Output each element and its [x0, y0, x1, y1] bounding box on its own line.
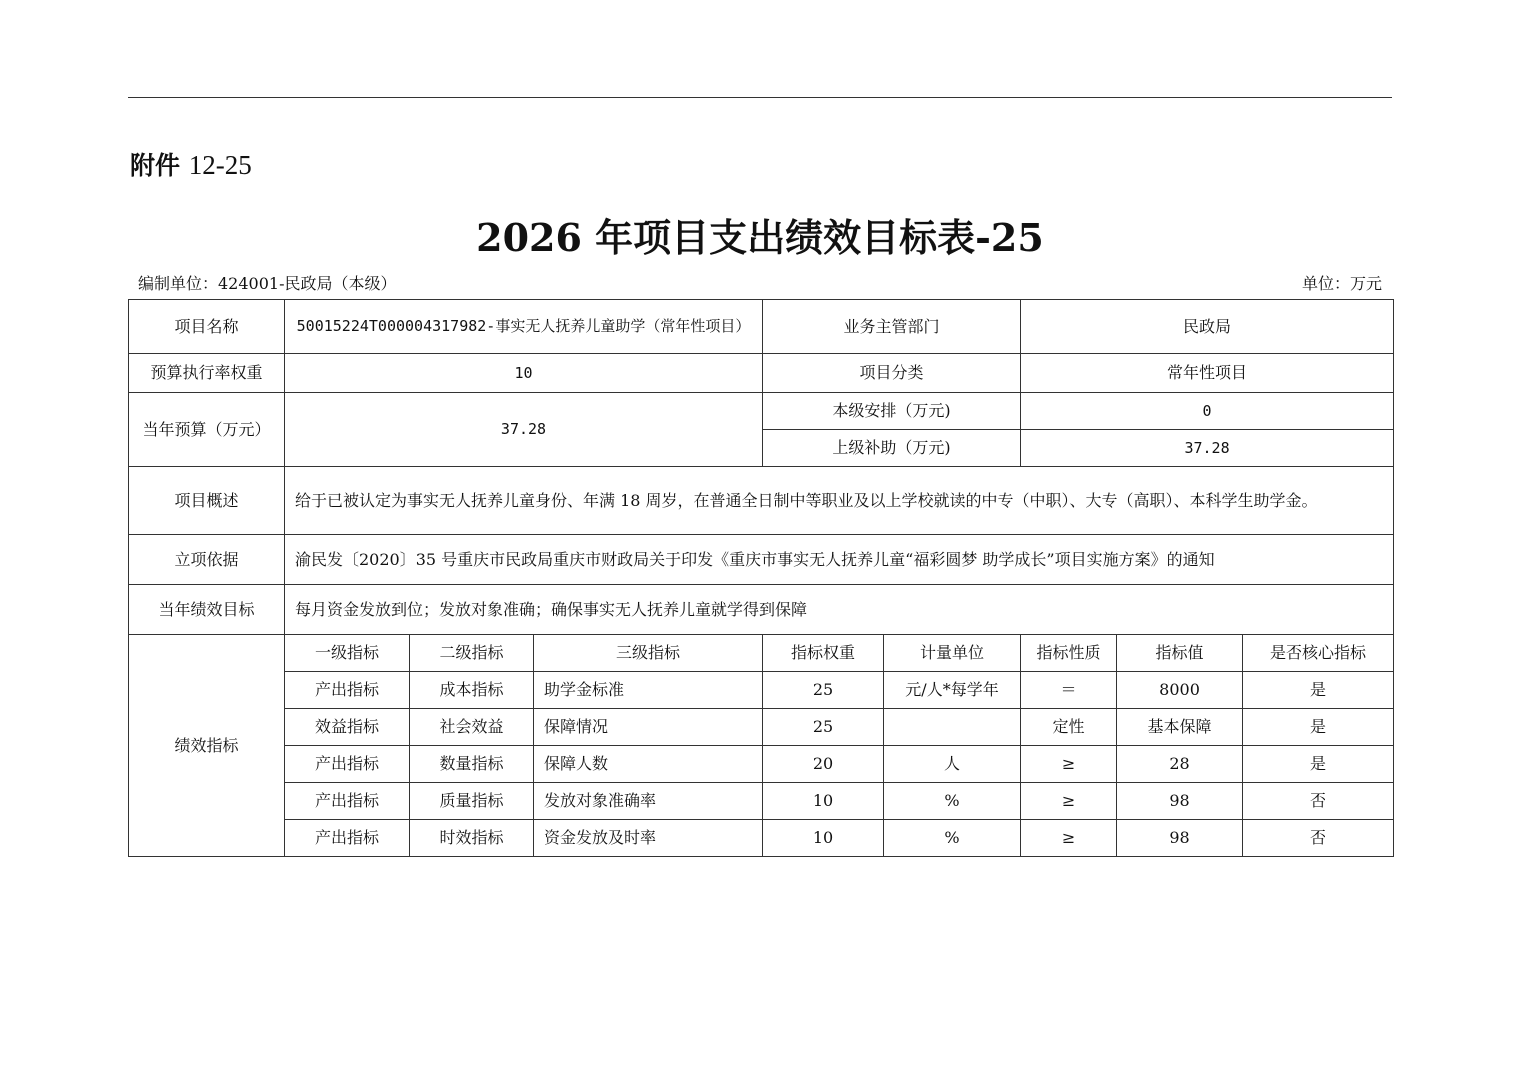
core-cell: 否 — [1243, 783, 1394, 820]
core-cell: 是 — [1243, 709, 1394, 746]
currency-unit: 单位：万元 — [1301, 274, 1382, 293]
core-cell: 否 — [1243, 820, 1394, 857]
unit-cell: % — [884, 820, 1021, 857]
table-row — [129, 783, 1394, 820]
level2-cell: 质量指标 — [410, 783, 534, 820]
unit-cell: % — [884, 783, 1021, 820]
category-label: 项目分类 — [763, 354, 1021, 393]
value-cell: 98 — [1117, 820, 1243, 857]
header-cell: 一级指标 — [285, 635, 410, 672]
weight-cell: 25 — [763, 709, 884, 746]
indicators-label: 绩效指标 — [129, 635, 285, 857]
header-cell: 是否核心指标 — [1243, 635, 1394, 672]
nature-cell: ≥ — [1021, 746, 1117, 783]
project-name-value: 50015224T000004317982-事实无人抚养儿童助学（常年性项目） — [285, 300, 763, 354]
goal-value: 每月资金发放到位；发放对象准确；确保事实无人抚养儿童就学得到保障 — [285, 585, 1394, 635]
level2-cell: 时效指标 — [410, 820, 534, 857]
level3-cell: 助学金标准 — [534, 672, 763, 709]
upper-funds-value: 37.28 — [1021, 430, 1394, 467]
header-cell: 指标值 — [1117, 635, 1243, 672]
unit-cell — [884, 709, 1021, 746]
value-cell: 98 — [1117, 783, 1243, 820]
level2-cell: 社会效益 — [410, 709, 534, 746]
table-row — [129, 672, 1394, 709]
upper-funds-label: 上级补助（万元) — [763, 430, 1021, 467]
value-cell: 8000 — [1117, 672, 1243, 709]
weight-cell: 20 — [763, 746, 884, 783]
weight-value: 10 — [285, 354, 763, 393]
level2-cell: 成本指标 — [410, 672, 534, 709]
category-value: 常年性项目 — [1021, 354, 1394, 393]
attachment-number: 12-25 — [188, 150, 252, 180]
core-cell: 是 — [1243, 672, 1394, 709]
weight-cell: 10 — [763, 820, 884, 857]
level3-cell: 保障情况 — [534, 709, 763, 746]
dept-value: 民政局 — [1021, 300, 1394, 354]
unit-cell: 元/人*每学年 — [884, 672, 1021, 709]
nature-cell: ≥ — [1021, 820, 1117, 857]
level3-cell: 保障人数 — [534, 746, 763, 783]
local-funds-value: 0 — [1021, 393, 1394, 430]
budget-value: 37.28 — [285, 393, 763, 467]
attachment-label — [130, 146, 252, 182]
weight-label: 预算执行率权重 — [129, 354, 285, 393]
nature-cell: 定性 — [1021, 709, 1117, 746]
level2-cell: 数量指标 — [410, 746, 534, 783]
nature-cell: ＝ — [1021, 672, 1117, 709]
page-title: 2026 年项目支出绩效目标表-25 — [476, 215, 1044, 260]
budget-label: 当年预算（万元） — [129, 393, 285, 467]
level3-cell: 资金发放及时率 — [534, 820, 763, 857]
dept-label: 业务主管部门 — [763, 300, 1021, 354]
header-cell: 二级指标 — [410, 635, 534, 672]
header-cell: 三级指标 — [534, 635, 763, 672]
weight-cell: 25 — [763, 672, 884, 709]
level1-cell: 产出指标 — [285, 672, 410, 709]
top-rule — [128, 97, 1392, 98]
header-cell: 指标权重 — [763, 635, 884, 672]
basis-label: 立项依据 — [129, 535, 285, 585]
value-cell: 基本保障 — [1117, 709, 1243, 746]
level1-cell: 效益指标 — [285, 709, 410, 746]
level3-cell: 发放对象准确率 — [534, 783, 763, 820]
nature-cell: ≥ — [1021, 783, 1117, 820]
level1-cell: 产出指标 — [285, 820, 410, 857]
compiler-unit: 编制单位：424001-民政局（本级） — [138, 274, 397, 293]
attachment-prefix: 附件 — [130, 151, 181, 180]
header-cell: 指标性质 — [1021, 635, 1117, 672]
table-row — [129, 746, 1394, 783]
local-funds-label: 本级安排（万元) — [763, 393, 1021, 430]
value-cell: 28 — [1117, 746, 1243, 783]
goal-label: 当年绩效目标 — [129, 585, 285, 635]
table-row — [129, 709, 1394, 746]
overview-label: 项目概述 — [129, 467, 285, 535]
level1-cell: 产出指标 — [285, 746, 410, 783]
header-cell: 计量单位 — [884, 635, 1021, 672]
overview-value: 给于已被认定为事实无人抚养儿童身份、年满 18 周岁，在普通全日制中等职业及以上学校就读的中专（中职）、大专（高职）、本科学生助学金。 — [285, 467, 1394, 535]
unit-cell: 人 — [884, 746, 1021, 783]
performance-table — [128, 299, 1394, 857]
basis-value: 渝民发〔2020〕35 号重庆市民政局重庆市财政局关于印发《重庆市事实无人抚养儿童“福彩圆梦 助学成长”项目实施方案》的通知 — [285, 535, 1394, 585]
table-row — [129, 820, 1394, 857]
project-name-label: 项目名称 — [129, 300, 285, 354]
core-cell: 是 — [1243, 746, 1394, 783]
weight-cell: 10 — [763, 783, 884, 820]
level1-cell: 产出指标 — [285, 783, 410, 820]
